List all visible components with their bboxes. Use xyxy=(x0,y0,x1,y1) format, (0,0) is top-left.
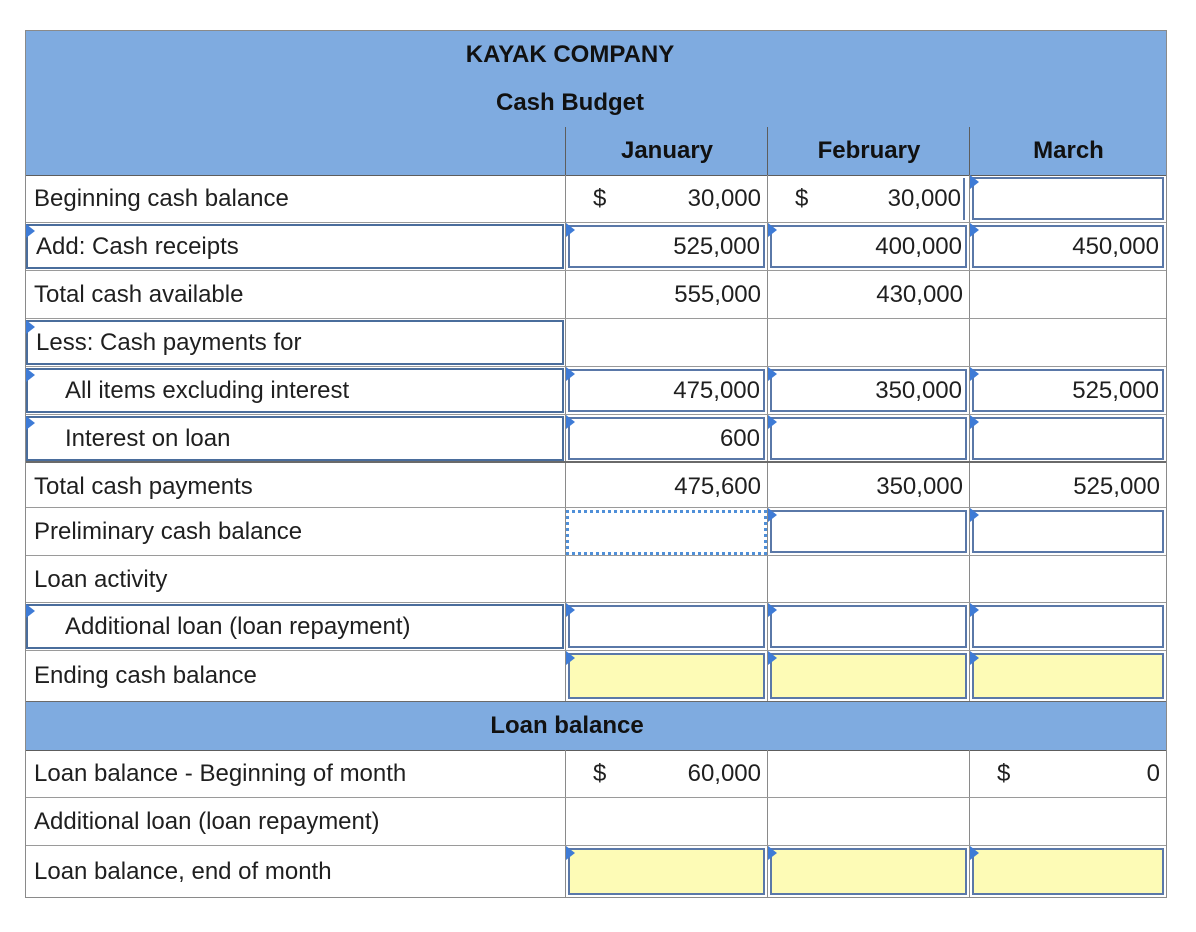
input-marker-icon xyxy=(768,415,777,429)
input-marker-icon xyxy=(566,415,575,429)
input-ending-cash-jan[interactable] xyxy=(568,653,765,699)
row-loan-balance-beginning xyxy=(26,750,1166,798)
cell-value: 350,000 xyxy=(876,473,963,500)
cash-budget-table xyxy=(25,30,1167,898)
input-marker-icon xyxy=(970,846,979,860)
input-marker-icon xyxy=(566,846,575,860)
input-marker-icon xyxy=(768,508,777,522)
input-additional-loan-feb[interactable] xyxy=(770,605,967,648)
input-ending-cash-mar[interactable] xyxy=(972,653,1164,699)
row-label: Loan balance - Beginning of month xyxy=(34,760,407,787)
row-label: Beginning cash balance xyxy=(34,185,289,212)
loan-balance-header: Loan balance xyxy=(490,712,644,739)
label-marker-icon xyxy=(26,224,35,238)
input-cash-receipts-feb[interactable]: 400,000 xyxy=(770,225,967,268)
row-loan-balance-end xyxy=(26,846,1166,897)
input-preliminary-mar[interactable] xyxy=(972,510,1164,553)
row-label: Total cash payments xyxy=(34,473,253,500)
column-header-march: March xyxy=(969,127,1167,175)
label-marker-icon xyxy=(26,604,35,618)
label-marker-icon xyxy=(26,320,35,334)
row-less-payments xyxy=(26,319,1166,367)
row-label: Additional loan (loan repayment) xyxy=(26,604,564,649)
input-items-excl-interest-feb[interactable]: 350,000 xyxy=(770,369,967,412)
input-loan-end-feb[interactable] xyxy=(770,848,967,895)
cell-value: 475,600 xyxy=(674,473,761,500)
input-additional-loan-mar[interactable] xyxy=(972,605,1164,648)
row-label: Loan activity xyxy=(34,566,168,593)
row-label: Add: Cash receipts xyxy=(26,224,564,269)
cell-value: 555,000 xyxy=(674,281,761,308)
row-label: Less: Cash payments for xyxy=(26,320,564,365)
row-label: Loan balance, end of month xyxy=(34,858,332,885)
row-label: Interest on loan xyxy=(26,416,564,461)
cell-feb xyxy=(767,175,969,222)
cell-value: 30,000 xyxy=(887,185,961,212)
report-title: Cash Budget xyxy=(495,89,644,116)
input-items-excl-interest-mar[interactable]: 525,000 xyxy=(972,369,1164,412)
row-total-cash-available xyxy=(26,271,1166,319)
label-marker-icon xyxy=(26,416,35,430)
company-name: KAYAK COMPANY xyxy=(465,41,675,68)
cell-value: 60,000 xyxy=(687,760,761,787)
label-marker-icon xyxy=(26,368,35,382)
cell-value: 430,000 xyxy=(876,281,963,308)
column-header-february: February xyxy=(767,127,970,175)
input-preliminary-feb[interactable] xyxy=(770,510,967,553)
row-label: Additional loan (loan repayment) xyxy=(34,808,380,835)
input-interest-feb[interactable] xyxy=(770,417,967,460)
cell-value: 0 xyxy=(1146,760,1160,787)
input-marker-icon xyxy=(768,223,777,237)
input-marker-icon xyxy=(566,223,575,237)
input-loan-end-mar[interactable] xyxy=(972,848,1164,895)
input-cash-receipts-jan[interactable]: 525,000 xyxy=(568,225,765,268)
row-additional-loan xyxy=(26,603,1166,651)
input-beginning-cash-mar[interactable] xyxy=(972,177,1164,220)
input-marker-icon xyxy=(970,603,979,617)
row-preliminary-cash-balance xyxy=(26,508,1166,556)
row-label: All items excluding interest xyxy=(26,368,564,413)
cell-value: 525,000 xyxy=(1073,473,1160,500)
input-cash-receipts-mar[interactable]: 450,000 xyxy=(972,225,1164,268)
input-ending-cash-feb[interactable] xyxy=(770,653,967,699)
input-marker-icon xyxy=(566,367,575,381)
input-items-excl-interest-jan[interactable]: 475,000 xyxy=(568,369,765,412)
row-items-excluding-interest xyxy=(26,367,1166,415)
cell-mar[interactable] xyxy=(969,175,1166,222)
input-marker-icon xyxy=(970,223,979,237)
input-marker-icon xyxy=(970,175,979,189)
row-interest-on-loan xyxy=(26,415,1166,463)
report-title-row xyxy=(26,79,1166,128)
cell-jan xyxy=(565,175,767,222)
row-total-cash-payments xyxy=(26,463,1166,511)
row-loan-additional xyxy=(26,798,1166,846)
row-label: Total cash available xyxy=(34,281,244,308)
row-ending-cash-balance xyxy=(26,651,1166,701)
row-label: Preliminary cash balance xyxy=(34,518,303,545)
column-header-january: January xyxy=(565,127,768,175)
month-header-row xyxy=(26,127,1166,176)
input-preliminary-jan[interactable] xyxy=(566,510,767,555)
input-marker-icon xyxy=(970,415,979,429)
currency-symbol: $ xyxy=(593,760,607,787)
company-header-row xyxy=(26,31,1166,80)
input-additional-loan-jan[interactable] xyxy=(568,605,765,648)
currency-symbol: $ xyxy=(593,185,607,212)
input-marker-icon xyxy=(970,367,979,381)
input-marker-icon xyxy=(566,603,575,617)
input-marker-icon xyxy=(768,651,777,665)
currency-symbol: $ xyxy=(795,185,809,212)
row-beginning-cash xyxy=(26,175,1166,223)
currency-symbol: $ xyxy=(997,760,1011,787)
input-marker-icon xyxy=(970,651,979,665)
input-marker-icon xyxy=(566,651,575,665)
input-interest-mar[interactable] xyxy=(972,417,1164,460)
row-label: Ending cash balance xyxy=(34,662,257,689)
loan-balance-header-row xyxy=(26,701,1166,751)
cell-value: 30,000 xyxy=(687,185,761,212)
row-cash-receipts xyxy=(26,223,1166,271)
input-marker-icon xyxy=(970,508,979,522)
row-loan-activity xyxy=(26,556,1166,604)
input-interest-jan[interactable]: 600 xyxy=(568,417,765,460)
input-loan-end-jan[interactable] xyxy=(568,848,765,895)
input-marker-icon xyxy=(768,367,777,381)
input-marker-icon xyxy=(768,603,777,617)
input-marker-icon xyxy=(768,846,777,860)
